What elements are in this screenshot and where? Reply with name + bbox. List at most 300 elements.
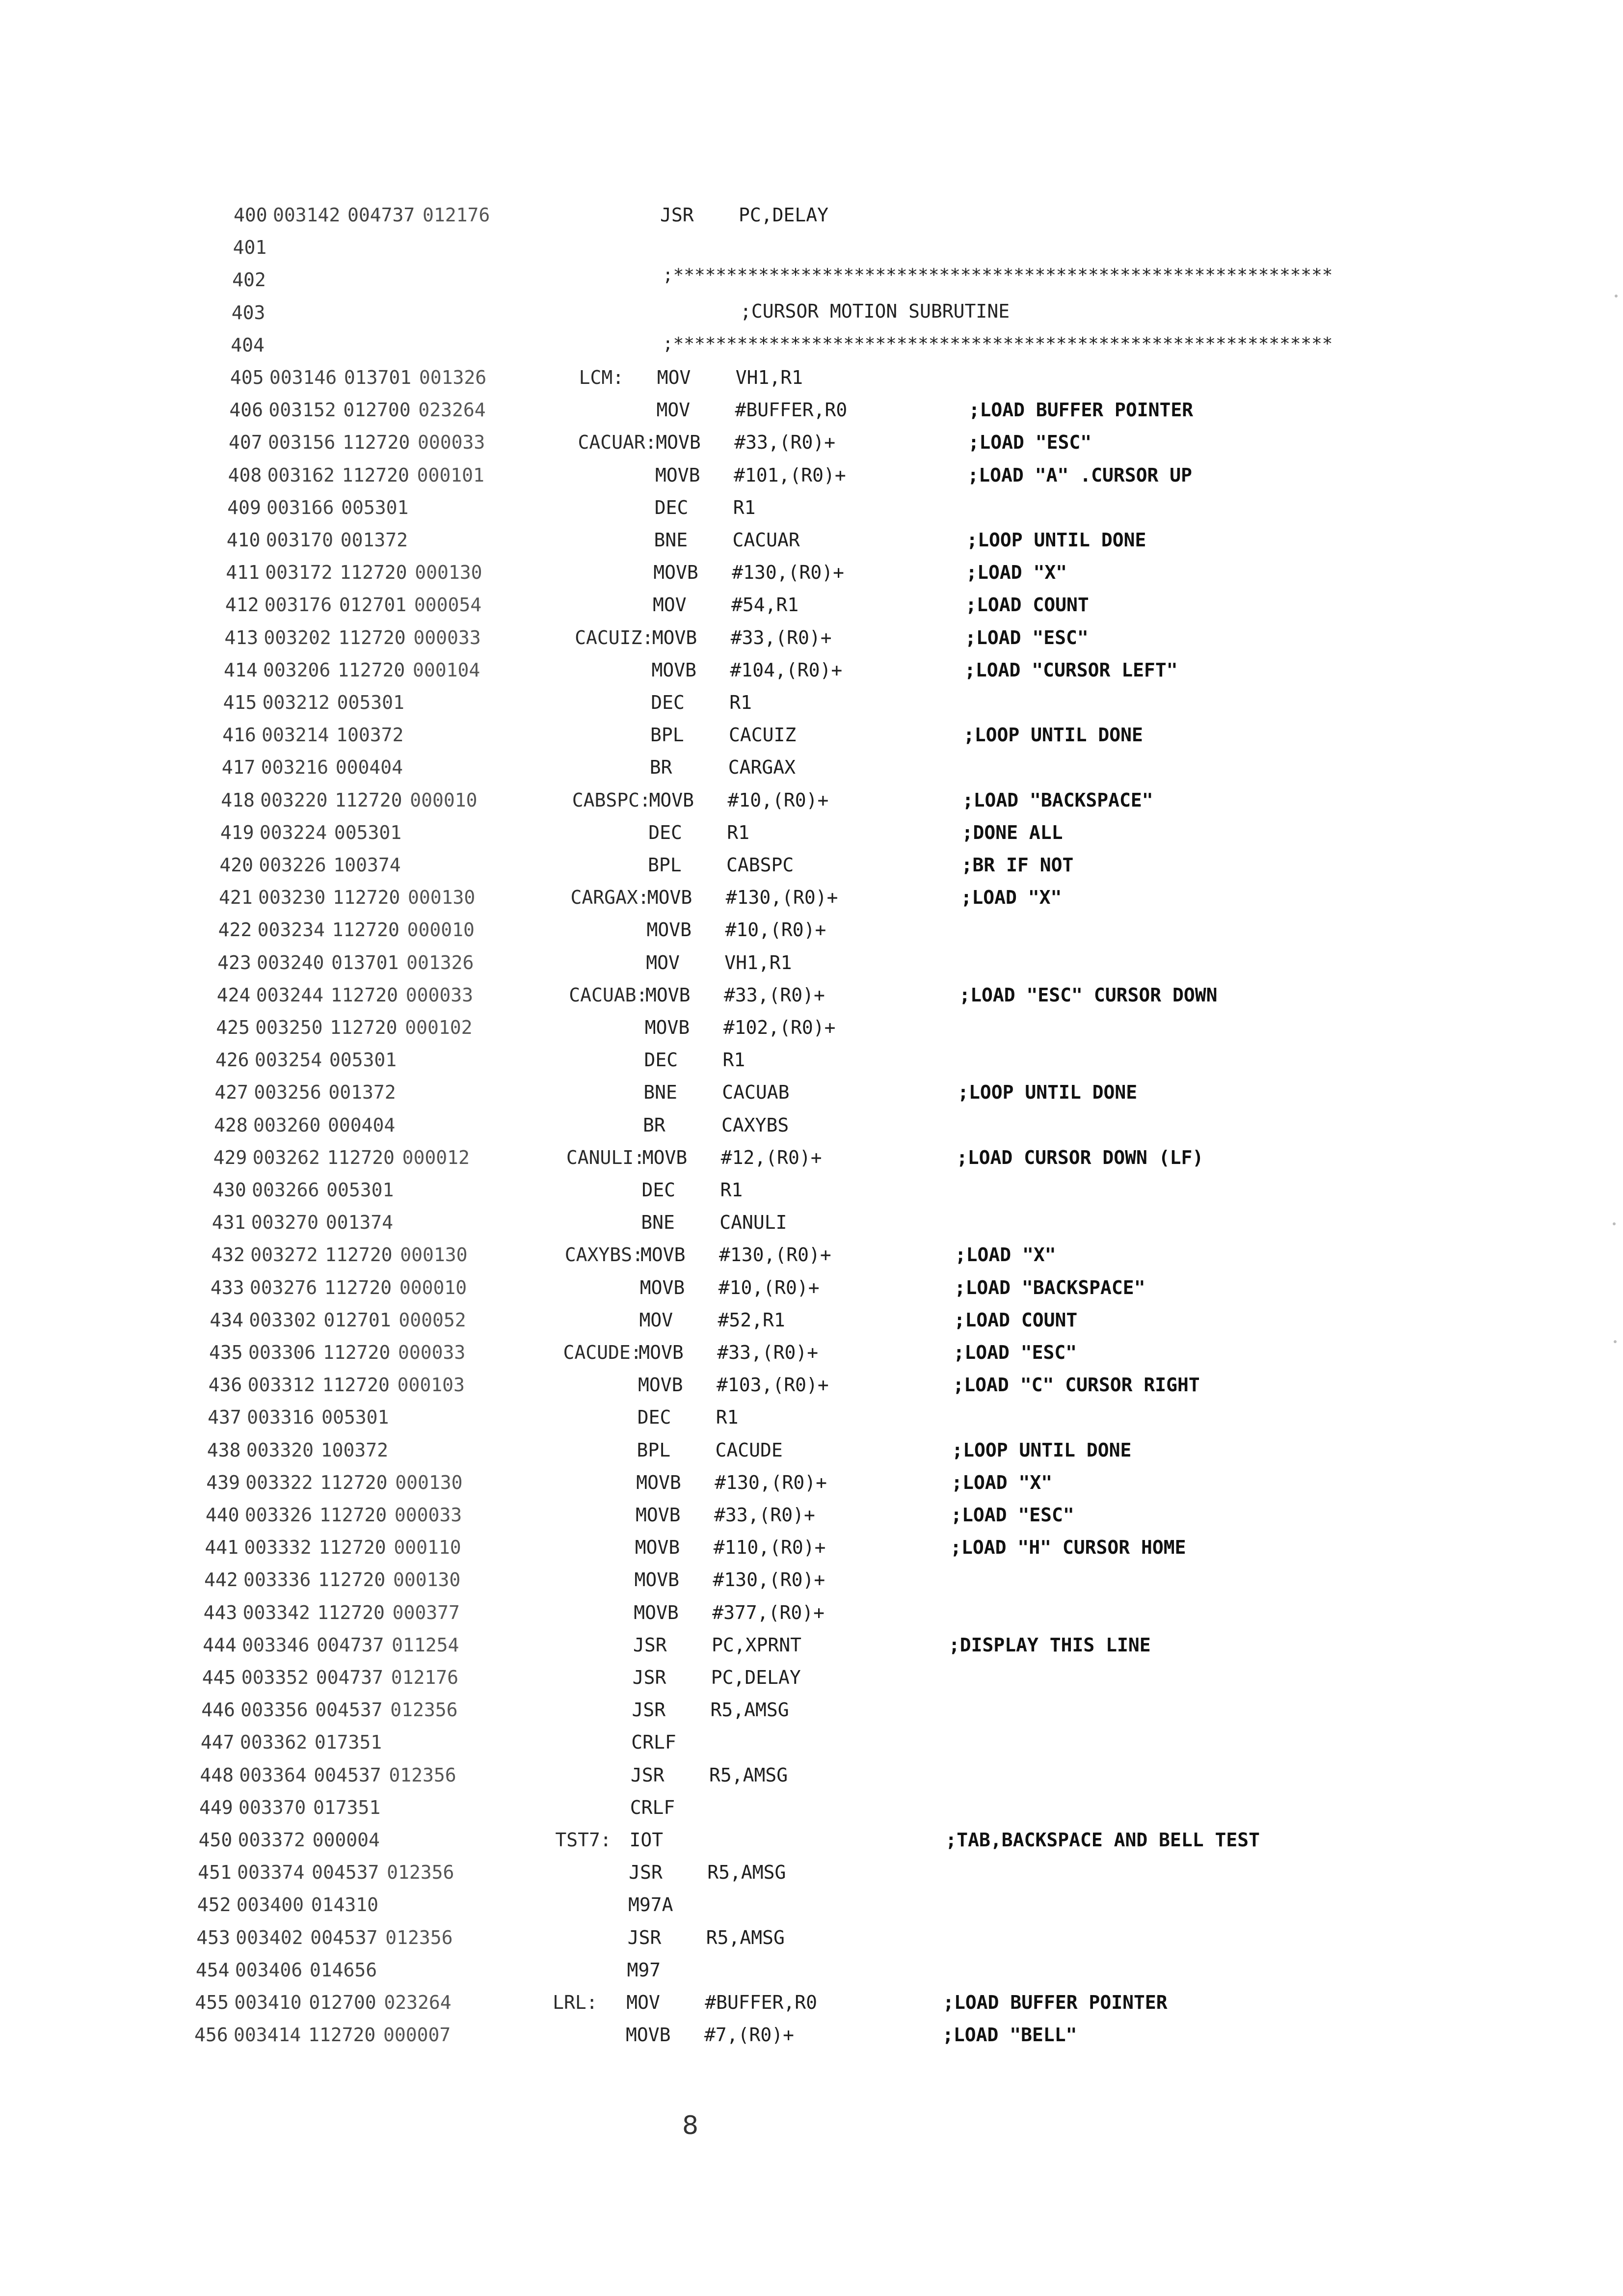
- listing-opcode: MOVB: [638, 1374, 683, 1396]
- listing-label: CARGAX:: [570, 887, 649, 909]
- listing-row: [0, 1531, 1623, 1564]
- section-title: ;CURSOR MOTION SUBRUTINE: [740, 300, 1010, 322]
- listing-row: [0, 881, 1623, 914]
- listing-word2: 000052: [399, 1309, 466, 1331]
- listing-line-number: 436: [208, 1374, 242, 1396]
- listing-row: [0, 1726, 1623, 1758]
- listing-opcode: BPL: [650, 724, 684, 746]
- listing-comment: ;LOAD COUNT: [954, 1309, 1078, 1331]
- listing-comment: ;LOAD "C" CURSOR RIGHT: [953, 1374, 1200, 1396]
- listing-opcode: MOVB: [626, 2024, 671, 2046]
- listing-word2: 000010: [399, 1276, 467, 1298]
- listing-comment: ;BR IF NOT: [961, 854, 1074, 876]
- listing-line-number: 415: [223, 692, 257, 713]
- listing-address: 003312: [247, 1374, 315, 1396]
- listing-operand: #BUFFER,R0: [735, 399, 848, 421]
- listing-line-number: 425: [216, 1017, 250, 1038]
- listing-line-number: 410: [226, 529, 261, 551]
- listing-row: [0, 719, 1623, 751]
- listing-operand: CARGAX: [728, 756, 796, 779]
- listing-row: [0, 1499, 1623, 1531]
- listing-opcode: JSR: [660, 204, 694, 226]
- listing-word2: 000130: [415, 562, 482, 584]
- listing-line-number: 407: [229, 432, 263, 454]
- listing-line-number: 422: [218, 919, 252, 941]
- listing-line-number: 444: [203, 1634, 237, 1656]
- listing-word2: 000110: [394, 1537, 461, 1559]
- listing-operand: #104,(R0)+: [730, 659, 843, 681]
- listing-line-number: 404: [231, 334, 265, 356]
- listing-operand: #33,(R0)+: [734, 432, 836, 454]
- listing-address: 003400: [236, 1894, 304, 1916]
- listing-label: CACUIZ:: [575, 626, 654, 648]
- listing-word2: 000033: [418, 432, 485, 454]
- listing-label: LRL:: [553, 1992, 598, 2013]
- listing-row: [0, 1141, 1623, 1174]
- listing-operand: #101,(R0)+: [734, 464, 846, 486]
- listing-opcode: MOVB: [645, 984, 691, 1006]
- listing-line-number: 430: [213, 1179, 246, 1201]
- listing-word2: 001326: [419, 367, 487, 388]
- listing-opcode: DEC: [654, 496, 689, 518]
- listing-word1: 014310: [311, 1894, 378, 1916]
- listing-line-number: 418: [221, 789, 255, 811]
- listing-operand: #10,(R0)+: [727, 789, 829, 811]
- listing-opcode: CRLF: [630, 1796, 675, 1818]
- listing-address: 003240: [257, 951, 324, 973]
- listing-word2: 000102: [405, 1017, 473, 1038]
- listing-line-number: 416: [222, 724, 256, 746]
- listing-word1: 000404: [335, 756, 403, 779]
- listing-row: [0, 199, 1623, 231]
- listing-operand: #130,(R0)+: [713, 1569, 825, 1591]
- listing-label: CANULI:: [566, 1146, 645, 1168]
- listing-word2: 000007: [383, 2024, 451, 2046]
- listing-line-number: 420: [219, 854, 254, 876]
- listing-word1: 004537: [312, 1862, 379, 1884]
- listing-word2: 012176: [423, 204, 490, 226]
- listing-word1: 112720: [319, 1504, 387, 1526]
- listing-line-number: 428: [214, 1114, 248, 1136]
- listing-word1: 112720: [319, 1537, 386, 1559]
- listing-line-number: 456: [194, 2024, 228, 2046]
- listing-label: CABSPC:: [572, 789, 651, 811]
- listing-address: 003214: [262, 724, 329, 746]
- listing-operand: R5,AMSG: [706, 1926, 785, 1948]
- listing-row: [0, 816, 1623, 849]
- listing-opcode: DEC: [641, 1179, 676, 1201]
- listing-address: 003244: [256, 984, 323, 1006]
- listing-line-number: 408: [228, 464, 262, 486]
- listing-opcode: MOV: [656, 399, 691, 421]
- listing-line-number: 454: [195, 1959, 230, 1981]
- page-number: 8: [682, 2111, 699, 2140]
- listing-operand: #33,(R0)+: [730, 626, 832, 648]
- separator-bottom: ;**************************************************************: [663, 334, 1333, 354]
- listing-row: [0, 1889, 1623, 1921]
- listing-address: 003162: [267, 464, 335, 486]
- listing-line-number: 424: [216, 984, 251, 1006]
- listing-operand: CABSPC: [726, 854, 794, 876]
- listing-row: [0, 784, 1623, 816]
- listing-word2: 001326: [406, 951, 474, 973]
- listing-word1: 112720: [322, 1374, 390, 1396]
- listing-row: [0, 1921, 1623, 1954]
- listing-address: 003146: [269, 367, 337, 388]
- listing-row: [0, 459, 1623, 491]
- listing-address: 003410: [234, 1992, 302, 2013]
- listing-line-number: 413: [224, 626, 259, 648]
- listing-word1: 112720: [325, 1244, 393, 1266]
- listing-word1: 112720: [318, 1569, 386, 1591]
- listing-comment: ;LOAD BUFFER POINTER: [943, 1992, 1168, 2013]
- listing-row: [0, 1206, 1623, 1239]
- listing-address: 003202: [264, 626, 331, 648]
- listing-address: 003326: [244, 1504, 313, 1526]
- listing-row: [0, 1369, 1623, 1401]
- listing-opcode: BNE: [641, 1212, 675, 1234]
- listing-line-number: 435: [209, 1342, 243, 1363]
- listing-comment: ;LOAD "ESC" CURSOR DOWN: [959, 984, 1218, 1006]
- listing-opcode: MOVB: [656, 432, 701, 454]
- listing-word2: 012356: [387, 1862, 454, 1884]
- listing-line-number: 447: [200, 1731, 235, 1754]
- listing-row: [0, 1986, 1623, 2019]
- listing-line-number: 449: [199, 1796, 233, 1818]
- listing-address: 003352: [241, 1667, 309, 1688]
- listing-opcode: MOVB: [640, 1244, 686, 1266]
- listing-opcode: MOVB: [636, 1504, 681, 1526]
- listing-word1: 004537: [310, 1926, 378, 1948]
- listing-line-number: 441: [205, 1537, 239, 1559]
- listing-opcode: MOVB: [644, 1017, 690, 1038]
- listing-address: 003256: [254, 1081, 321, 1104]
- listing-address: 003212: [262, 692, 330, 713]
- listing-row: [0, 589, 1623, 621]
- listing-comment: ;LOAD "ESC": [968, 432, 1092, 454]
- listing-line-number: 426: [215, 1049, 249, 1071]
- listing-operand: #130,(R0)+: [719, 1244, 831, 1266]
- listing-word1: 005301: [321, 1406, 389, 1429]
- listing-operand: #33,(R0)+: [724, 984, 825, 1006]
- listing-address: 003176: [264, 594, 332, 616]
- listing-word1: 112720: [317, 1601, 385, 1623]
- listing-line-number: 402: [232, 269, 266, 291]
- listing-address: 003302: [249, 1309, 317, 1331]
- listing-label: CACUDE:: [563, 1342, 642, 1363]
- listing-row: [0, 1336, 1623, 1369]
- listing-word1: 112720: [338, 626, 406, 648]
- listing-word1: 017351: [313, 1796, 381, 1818]
- listing-word1: 012700: [309, 1992, 376, 2013]
- listing-line-number: 423: [217, 951, 251, 973]
- listing-address: 003306: [248, 1342, 316, 1363]
- listing-line-number: 403: [231, 301, 266, 324]
- listing-address: 003234: [257, 919, 325, 941]
- listing-row: [0, 1596, 1623, 1629]
- listing-address: 003342: [242, 1601, 310, 1623]
- listing-row: [0, 2019, 1623, 2051]
- listing-address: 003216: [261, 756, 328, 779]
- listing-opcode: M97A: [628, 1894, 673, 1916]
- listing-opcode: MOVB: [634, 1569, 680, 1591]
- listing-word1: 112720: [330, 984, 398, 1006]
- listing-operand: R1: [729, 692, 752, 713]
- listing-word1: 001372: [340, 529, 408, 551]
- listing-line-number: 450: [198, 1829, 233, 1851]
- listing-line-number: 411: [226, 562, 260, 584]
- listing-operand: #54,R1: [731, 594, 799, 616]
- listing-row: [0, 1044, 1623, 1076]
- listing-comment: ;LOAD "ESC": [965, 626, 1089, 648]
- listing-row: [0, 751, 1623, 783]
- listing-row: [0, 491, 1623, 524]
- listing-address: 003276: [249, 1276, 318, 1298]
- listing-operand: PC,DELAY: [711, 1667, 801, 1688]
- listing-opcode: MOVB: [647, 887, 692, 909]
- listing-row: [0, 1401, 1623, 1433]
- listing-operand: #33,(R0)+: [717, 1342, 819, 1363]
- listing-line-number: 437: [208, 1406, 241, 1429]
- listing-opcode: MOVB: [635, 1537, 680, 1559]
- listing-word1: 004737: [317, 1634, 384, 1656]
- listing-comment: ;LOAD "X": [960, 887, 1062, 909]
- listing-word1: 112720: [342, 464, 409, 486]
- listing-word1: 000404: [328, 1114, 396, 1136]
- listing-opcode: MOVB: [639, 1342, 684, 1363]
- listing-row: [0, 1564, 1623, 1596]
- listing-operand: R5,AMSG: [709, 1764, 788, 1786]
- listing-address: 003356: [240, 1699, 308, 1721]
- listing-word1: 013701: [331, 951, 399, 973]
- listing-word1: 112720: [335, 789, 402, 811]
- listing-operand: CACUAR: [732, 529, 800, 551]
- listing-address: 003226: [259, 854, 326, 876]
- listing-word1: 112720: [320, 1471, 388, 1493]
- listing-line-number: 432: [211, 1244, 245, 1266]
- listing-opcode: BPL: [648, 854, 682, 876]
- listing-operand: VH1,R1: [724, 951, 792, 973]
- listing-operand: #BUFFER,R0: [705, 1992, 818, 2013]
- listing-line-number: 419: [220, 821, 254, 843]
- listing-row: [0, 524, 1623, 556]
- listing-word1: 100372: [336, 724, 404, 746]
- listing-comment: ;LOOP UNTIL DONE: [966, 529, 1146, 551]
- listing-address: 003370: [239, 1796, 306, 1818]
- listing-word1: 005301: [341, 496, 409, 518]
- listing-opcode: DEC: [637, 1406, 671, 1429]
- listing-address: 003206: [263, 659, 331, 681]
- listing-address: 003172: [265, 562, 333, 584]
- listing-opcode: DEC: [648, 821, 682, 843]
- listing-operand: R1: [727, 821, 750, 843]
- listing-row: [0, 1174, 1623, 1206]
- listing-address: 003322: [245, 1471, 313, 1493]
- listing-operand: R1: [716, 1406, 739, 1429]
- listing-row: [0, 1629, 1623, 1661]
- listing-word1: 005301: [329, 1049, 397, 1071]
- listing-word2: 000103: [397, 1374, 465, 1396]
- listing-address: 003224: [259, 821, 327, 843]
- listing-comment: ;TAB,BACKSPACE AND BELL TEST: [945, 1829, 1260, 1851]
- listing-word1: 014656: [309, 1959, 377, 1981]
- listing-comment: ;LOAD "X": [951, 1471, 1053, 1493]
- listing-comment: ;LOAD "BACKSPACE": [954, 1276, 1145, 1298]
- listing-word1: 001372: [328, 1081, 396, 1104]
- listing-comment: ;LOAD "A" .CURSOR UP: [967, 464, 1192, 486]
- listing-address: 003336: [243, 1569, 311, 1591]
- scan-speck: [1614, 1340, 1617, 1343]
- listing-line-number: 455: [195, 1992, 229, 2013]
- listing-word1: 001374: [325, 1212, 393, 1234]
- listing-opcode: CRLF: [631, 1731, 676, 1754]
- listing-operand: #103,(R0)+: [717, 1374, 829, 1396]
- listing-row: [0, 426, 1623, 459]
- listing-comment: ;LOAD "BELL": [942, 2024, 1077, 2046]
- listing-word2: 000130: [393, 1569, 461, 1591]
- listing-address: 003266: [252, 1179, 319, 1201]
- listing-word1: 004737: [347, 204, 415, 226]
- listing-comment: ;DISPLAY THIS LINE: [948, 1634, 1151, 1656]
- listing-word1: 112720: [332, 919, 399, 941]
- listing-word1: 112720: [308, 2024, 376, 2046]
- listing-opcode: MOVB: [646, 919, 692, 941]
- listing-opcode: MOVB: [651, 659, 697, 681]
- listing-opcode: JSR: [633, 1634, 667, 1656]
- listing-word2: 000010: [410, 789, 478, 811]
- listing-word1: 005301: [334, 821, 402, 843]
- listing-operand: CANULI: [719, 1212, 787, 1234]
- listing-comment: ;LOAD COUNT: [965, 594, 1089, 616]
- listing-opcode: JSR: [627, 1926, 662, 1948]
- listing-row: [0, 686, 1623, 719]
- listing-line-number: 445: [202, 1667, 236, 1688]
- listing-line-number: 453: [196, 1926, 230, 1948]
- listing-address: 003152: [268, 399, 336, 421]
- listing-address: 003332: [244, 1537, 312, 1559]
- listing-word2: 000033: [405, 984, 473, 1006]
- listing-comment: ;LOAD "ESC": [953, 1342, 1077, 1363]
- listing-word2: 011254: [392, 1634, 459, 1656]
- listing-line-number: 434: [210, 1309, 244, 1331]
- listing-comment: ;LOAD "BACKSPACE": [962, 789, 1153, 811]
- listing-operand: #52,R1: [718, 1309, 785, 1331]
- listing-row: [0, 1109, 1623, 1141]
- listing-line-number: 429: [213, 1146, 247, 1168]
- listing-line-number: 414: [224, 659, 258, 681]
- listing-word1: 112720: [343, 432, 410, 454]
- listing-opcode: MOVB: [634, 1601, 679, 1623]
- listing-operand: PC,DELAY: [739, 204, 829, 226]
- listing-operand: PC,XPRNT: [712, 1634, 802, 1656]
- listing-row: [0, 231, 1623, 264]
- listing-operand: CAXYBS: [721, 1114, 789, 1136]
- listing-word2: 000130: [395, 1471, 463, 1493]
- listing-opcode: MOV: [639, 1309, 673, 1331]
- listing-row: [0, 1759, 1623, 1791]
- listing-opcode: MOVB: [653, 562, 698, 584]
- listing-operand: CACUDE: [715, 1439, 783, 1461]
- listing-opcode: MOV: [657, 367, 691, 388]
- listing-word1: 112720: [324, 1276, 392, 1298]
- listing-line-number: 439: [206, 1471, 240, 1493]
- listing-row: [0, 1824, 1623, 1856]
- listing-address: 003220: [260, 789, 328, 811]
- listing-comment: ;LOOP UNTIL DONE: [963, 724, 1143, 746]
- listing-opcode: BPL: [637, 1439, 671, 1461]
- listing-address: 003142: [273, 204, 341, 226]
- listing-row: [0, 849, 1623, 881]
- listing-operand: R5,AMSG: [707, 1862, 786, 1884]
- listing-word1: 005301: [337, 692, 404, 713]
- listing-opcode: M97: [627, 1959, 661, 1981]
- listing-opcode: BNE: [643, 1081, 677, 1104]
- listing-operand: CACUAB: [722, 1081, 790, 1104]
- listing-comment: ;LOOP UNTIL DONE: [958, 1081, 1138, 1104]
- listing-comment: ;LOAD CURSOR DOWN (LF): [956, 1146, 1204, 1168]
- listing-comment: ;LOAD BUFFER POINTER: [968, 399, 1194, 421]
- listing-opcode: MOVB: [655, 464, 700, 486]
- listing-operand: #130,(R0)+: [725, 887, 838, 909]
- listing-word2: 000130: [408, 887, 476, 909]
- listing-word2: 000101: [417, 464, 484, 486]
- listing-line-number: 442: [204, 1569, 238, 1591]
- listing-word2: 000033: [394, 1504, 462, 1526]
- listing-word1: 012701: [323, 1309, 391, 1331]
- listing-address: 003166: [266, 496, 334, 518]
- listing-address: 003320: [246, 1439, 314, 1461]
- listing-word2: 000012: [402, 1146, 470, 1168]
- listing-line-number: 448: [200, 1764, 234, 1786]
- listing-address: 003254: [254, 1049, 322, 1071]
- listing-row: [0, 1954, 1623, 1986]
- listing-opcode: JSR: [632, 1667, 666, 1688]
- listing-line-number: 431: [212, 1212, 246, 1234]
- listing-label: CACUAR:: [578, 432, 657, 454]
- scan-speck: [1613, 1222, 1616, 1225]
- listing-address: 003372: [238, 1829, 305, 1851]
- listing-address: 003414: [234, 2024, 301, 2046]
- listing-row: [0, 1271, 1623, 1304]
- listing-operand: #12,(R0)+: [720, 1146, 822, 1168]
- listing-line-number: 452: [197, 1894, 231, 1916]
- listing-line-number: 405: [230, 367, 264, 388]
- listing-address: 003170: [266, 529, 333, 551]
- listing-label: TST7:: [555, 1829, 612, 1851]
- listing-word1: 017351: [314, 1731, 382, 1754]
- listing-address: 003374: [237, 1862, 305, 1884]
- listing-operand: R5,AMSG: [710, 1699, 789, 1721]
- listing-row: [0, 979, 1623, 1011]
- listing-operand: #33,(R0)+: [714, 1504, 815, 1526]
- listing-address: 003316: [247, 1406, 315, 1429]
- listing-line-number: 433: [210, 1276, 244, 1298]
- listing-comment: ;LOOP UNTIL DONE: [952, 1439, 1132, 1461]
- listing-opcode: BR: [649, 756, 672, 779]
- listing-operand: #7,(R0)+: [704, 2024, 795, 2046]
- listing-opcode: MOV: [646, 951, 680, 973]
- listing-operand: #102,(R0)+: [723, 1017, 836, 1038]
- listing-operand: #377,(R0)+: [712, 1601, 825, 1623]
- listing-comment: ;LOAD "CURSOR LEFT": [964, 659, 1178, 681]
- listing-operand: #110,(R0)+: [713, 1537, 826, 1559]
- listing-row: [0, 1076, 1623, 1108]
- listing-word2: 012356: [389, 1764, 456, 1786]
- listing-row: [0, 1239, 1623, 1271]
- listing-row: [0, 1304, 1623, 1336]
- listing-word2: 012176: [391, 1667, 458, 1688]
- listing-row: [0, 556, 1623, 589]
